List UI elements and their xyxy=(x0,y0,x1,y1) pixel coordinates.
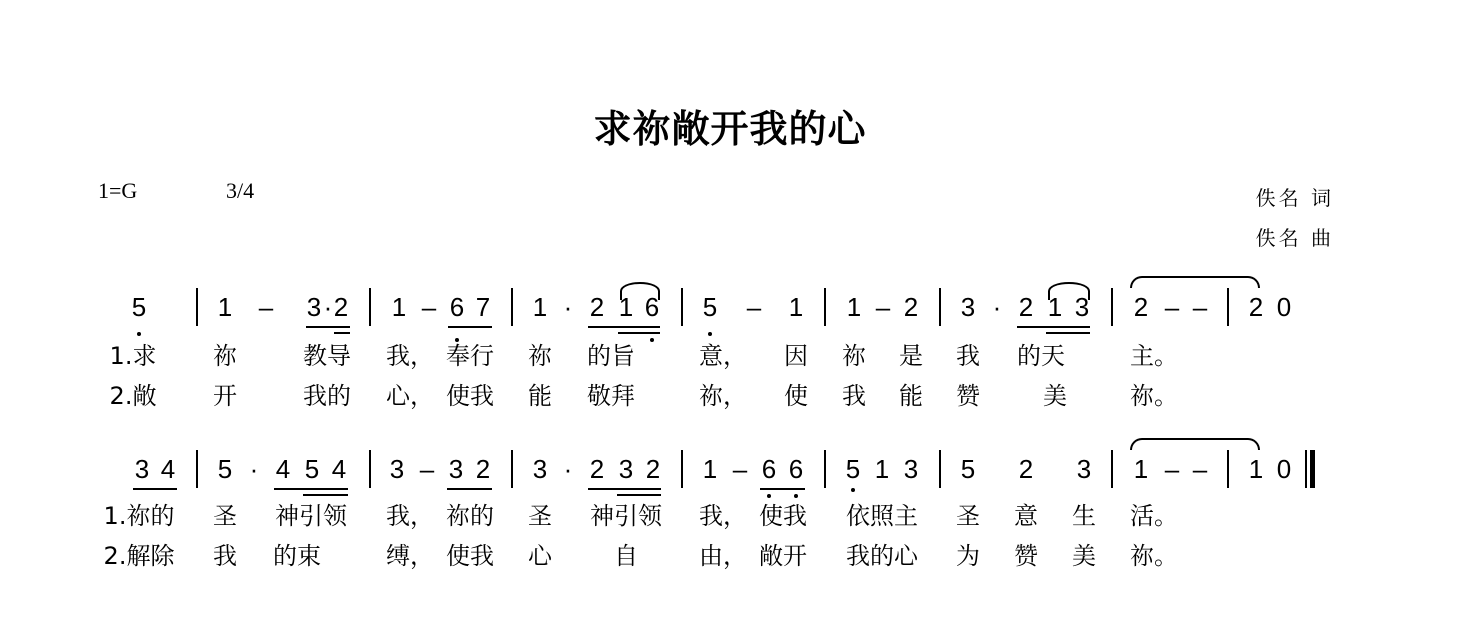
note: 1 xyxy=(1047,292,1063,322)
volta-bracket xyxy=(1130,438,1260,450)
note: 3 xyxy=(960,292,976,322)
barline xyxy=(939,288,941,326)
note: 3 xyxy=(1074,292,1090,322)
note: 5 xyxy=(845,454,861,484)
note: 3 xyxy=(1076,454,1092,484)
lyric: 能 xyxy=(528,382,552,410)
lyric: 生 xyxy=(1072,502,1096,530)
note: 3 xyxy=(389,454,405,484)
barline xyxy=(369,450,371,488)
dot: · xyxy=(323,292,333,322)
final-barline-thin xyxy=(1305,450,1307,488)
note: 3 xyxy=(618,454,634,484)
lyric: 因 xyxy=(784,342,808,370)
lyric: 2.敞 xyxy=(109,382,157,410)
note: 5 xyxy=(960,454,976,484)
dash: – xyxy=(1164,292,1180,322)
dash: – xyxy=(1192,454,1208,484)
lyric: 的束 xyxy=(273,542,321,570)
lyric: 祢 xyxy=(528,342,552,370)
dot: · xyxy=(249,454,259,484)
lyric: 我， xyxy=(699,502,747,530)
underline xyxy=(133,488,177,490)
lyric: 圣 xyxy=(956,502,980,530)
lyric: 敬拜 xyxy=(587,382,635,410)
underline xyxy=(588,326,660,328)
note: 4 xyxy=(160,454,176,484)
note: 1 xyxy=(391,292,407,322)
lyric: 的旨 xyxy=(587,342,635,370)
note: 2 xyxy=(1018,292,1034,322)
underline xyxy=(760,488,805,490)
lyric: 祢。 xyxy=(1130,542,1178,570)
barline xyxy=(511,450,513,488)
lyric: 祢 xyxy=(213,342,237,370)
lyric: 意 xyxy=(1014,502,1038,530)
note: 6 xyxy=(644,292,660,322)
note: 7 xyxy=(475,292,491,322)
lyric: 为 xyxy=(956,542,980,570)
underline xyxy=(334,332,350,334)
lyric: 意， xyxy=(699,342,747,370)
dash: – xyxy=(258,292,274,322)
lyric: 活。 xyxy=(1130,502,1178,530)
lyric: 我 xyxy=(213,542,237,570)
lyric: 是 xyxy=(899,342,923,370)
lyric: 能 xyxy=(899,382,923,410)
barline xyxy=(681,450,683,488)
barline xyxy=(681,288,683,326)
note: 4 xyxy=(331,454,347,484)
underline xyxy=(274,488,348,490)
dash: – xyxy=(421,292,437,322)
lyric: 祢。 xyxy=(1130,382,1178,410)
dot: · xyxy=(563,454,573,484)
note: 1 xyxy=(217,292,233,322)
dot: · xyxy=(992,292,1002,322)
note: 3 xyxy=(134,454,150,484)
lyric: 使 xyxy=(784,382,808,410)
note: 5 xyxy=(304,454,320,484)
note: 6 xyxy=(449,292,465,322)
lyric: 缚， xyxy=(386,542,434,570)
lyric: 由， xyxy=(699,542,747,570)
lyric: 祢 xyxy=(842,342,866,370)
barline xyxy=(824,288,826,326)
lyric: 我 xyxy=(842,382,866,410)
note: 1 xyxy=(1248,454,1264,484)
note: 3 xyxy=(903,454,919,484)
note: 6 xyxy=(761,454,777,484)
note: 1 xyxy=(618,292,634,322)
note: 3 xyxy=(448,454,464,484)
lyric: 使我 xyxy=(446,542,494,570)
lyric: 我， xyxy=(386,502,434,530)
dash: – xyxy=(746,292,762,322)
note: 2 xyxy=(645,454,661,484)
note: 1 xyxy=(846,292,862,322)
lyric: 1.求 xyxy=(109,342,157,370)
lyric: 祢， xyxy=(699,382,747,410)
final-barline-thick xyxy=(1310,450,1315,488)
slur xyxy=(620,282,660,300)
lyric: 赞 xyxy=(1014,542,1038,570)
note: 2 xyxy=(589,292,605,322)
note: 1 xyxy=(874,454,890,484)
lyric: 圣 xyxy=(213,502,237,530)
barline xyxy=(824,450,826,488)
lyric: 圣 xyxy=(528,502,552,530)
note: 0 xyxy=(1276,292,1292,322)
barline xyxy=(369,288,371,326)
lyric: 心， xyxy=(386,382,434,410)
lyric: 主。 xyxy=(1130,342,1178,370)
lyric: 敞开 xyxy=(759,542,807,570)
lyric: 开 xyxy=(213,382,237,410)
underline xyxy=(618,332,660,334)
lyric: 使我 xyxy=(759,502,807,530)
lyricist-credit: 佚名 词 xyxy=(1255,186,1334,210)
lyric: 依照主 xyxy=(846,502,918,530)
slur xyxy=(1048,282,1090,300)
lyric: 使我 xyxy=(446,382,494,410)
note: 1 xyxy=(532,292,548,322)
barline xyxy=(939,450,941,488)
note: 1 xyxy=(702,454,718,484)
note: 3 xyxy=(532,454,548,484)
time-signature: 3/4 xyxy=(226,178,255,203)
dash: – xyxy=(1164,454,1180,484)
notation-line-1 xyxy=(0,288,1460,328)
dot: · xyxy=(563,292,573,322)
note: 6 xyxy=(788,454,804,484)
lyrics-line-2-verse-2 xyxy=(0,536,1460,570)
note: 2 xyxy=(903,292,919,322)
dash: – xyxy=(732,454,748,484)
dash: – xyxy=(875,292,891,322)
underline xyxy=(1046,332,1090,334)
lyric: 教导 xyxy=(303,342,351,370)
note: 5 xyxy=(131,292,147,322)
lyric: 我， xyxy=(386,342,434,370)
lyric: 赞 xyxy=(956,382,980,410)
note: 1 xyxy=(1133,454,1149,484)
note: 5 xyxy=(702,292,718,322)
lyric: 我的 xyxy=(303,382,351,410)
underline xyxy=(306,326,350,328)
lyrics-line-1-verse-2 xyxy=(0,376,1460,410)
note: 2 xyxy=(1133,292,1149,322)
lyrics-line-1-verse-1 xyxy=(0,336,1460,370)
lyric: 神引领 xyxy=(590,502,662,530)
note: 4 xyxy=(275,454,291,484)
note: 2 xyxy=(475,454,491,484)
note: 5 xyxy=(217,454,233,484)
barline xyxy=(1111,450,1113,488)
lyrics-line-2-verse-1 xyxy=(0,496,1460,530)
lyric: 的天 xyxy=(1017,342,1065,370)
note: 3 xyxy=(306,292,322,322)
composer-credit: 佚名 曲 xyxy=(1255,226,1334,250)
lyric: 奉行 xyxy=(446,342,494,370)
note: 0 xyxy=(1276,454,1292,484)
underline xyxy=(448,326,492,328)
lyric: 祢的 xyxy=(446,502,494,530)
lower-octave-dot xyxy=(851,488,855,492)
lyric: 自 xyxy=(614,542,638,570)
barline xyxy=(196,288,198,326)
barline xyxy=(1111,288,1113,326)
barline xyxy=(196,450,198,488)
underline xyxy=(1017,326,1090,328)
dash: – xyxy=(419,454,435,484)
lyric: 1.祢的 xyxy=(103,502,175,530)
note: 2 xyxy=(1248,292,1264,322)
lyric: 美 xyxy=(1072,542,1096,570)
lyric: 我 xyxy=(956,342,980,370)
key-signature: 1=G xyxy=(98,178,138,203)
note: 2 xyxy=(333,292,349,322)
note: 2 xyxy=(1018,454,1034,484)
note: 2 xyxy=(589,454,605,484)
lyric: 神引领 xyxy=(275,502,347,530)
barline xyxy=(1227,450,1229,488)
lyric: 我的心 xyxy=(846,542,918,570)
note: 1 xyxy=(788,292,804,322)
dash: – xyxy=(1192,292,1208,322)
underline xyxy=(588,488,661,490)
underline xyxy=(447,488,492,490)
lyric: 心 xyxy=(528,542,552,570)
barline xyxy=(511,288,513,326)
barline xyxy=(1227,288,1229,326)
lyric: 2.解除 xyxy=(103,542,175,570)
lyric: 美 xyxy=(1043,382,1067,410)
song-title: 求祢敞开我的心 xyxy=(593,107,867,151)
volta-bracket xyxy=(1130,276,1260,288)
notation-line-2 xyxy=(0,450,1460,490)
